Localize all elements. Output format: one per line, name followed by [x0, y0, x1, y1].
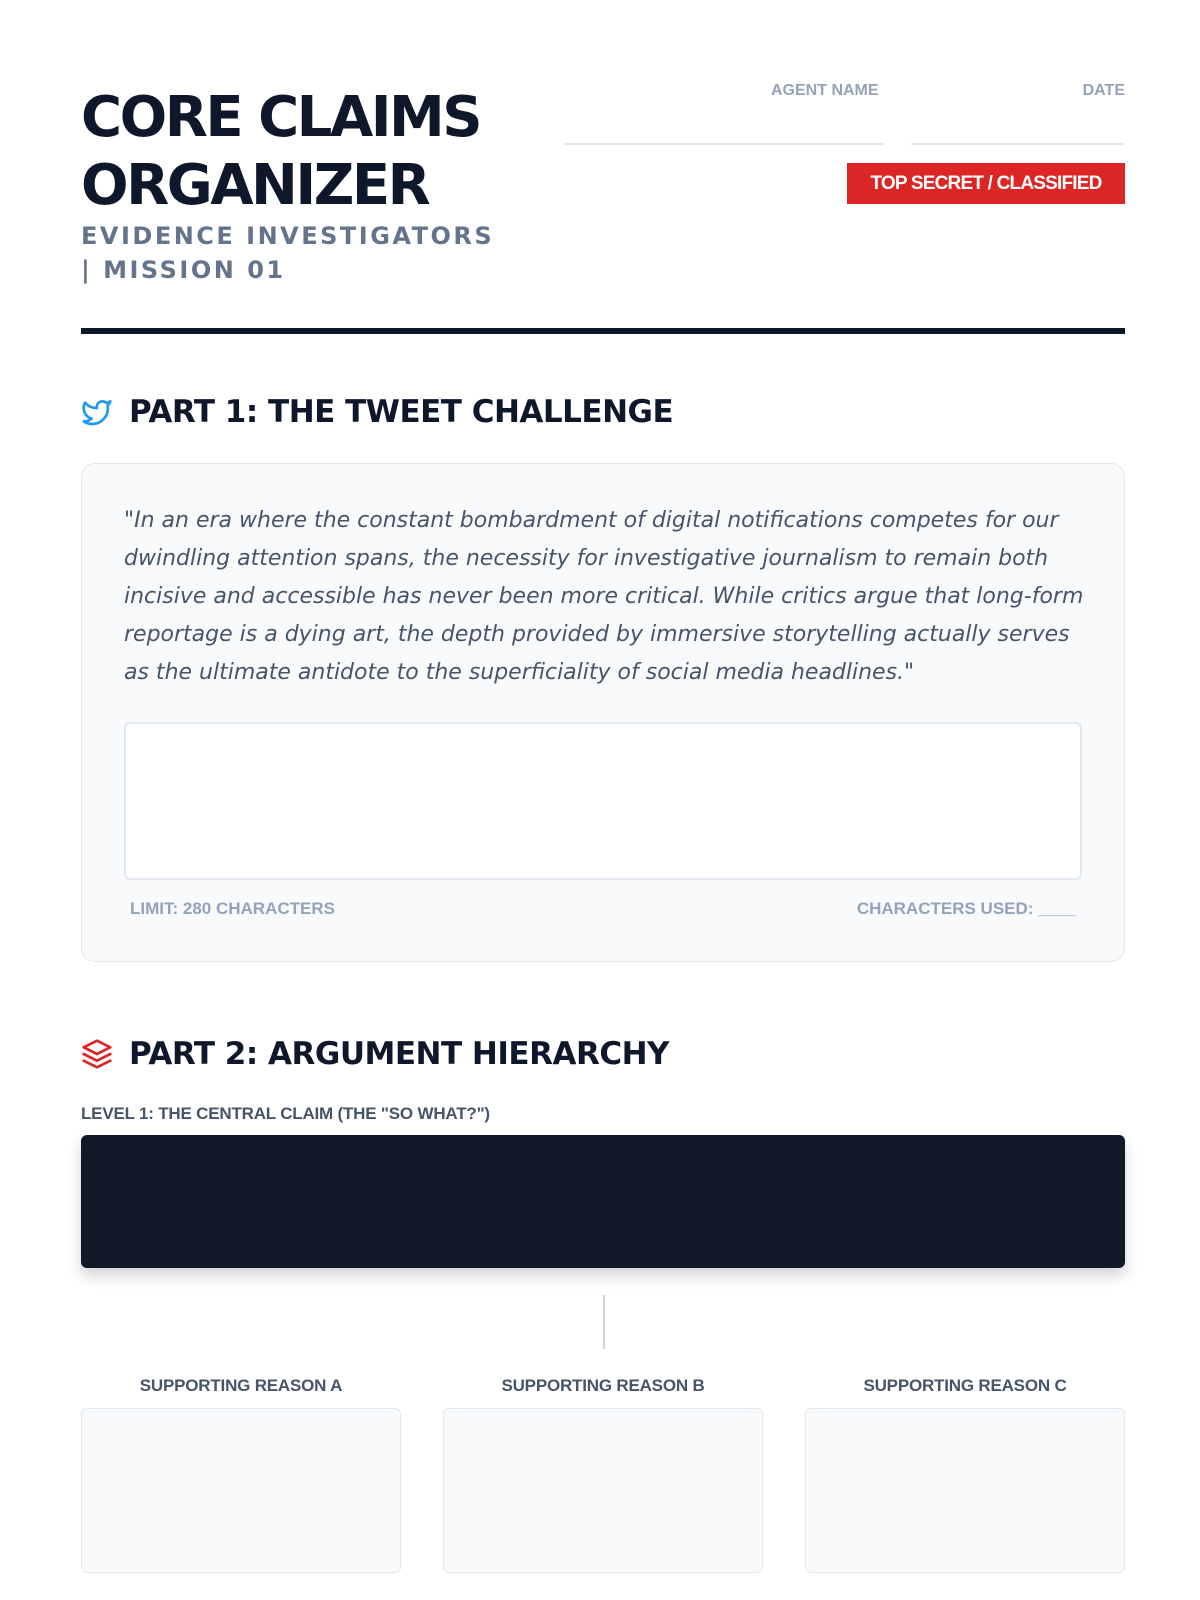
part2-header [81, 1034, 669, 1074]
hierarchy-connector [603, 1295, 605, 1349]
part2-heading: PART 2: ARGUMENT HIERARCHY [129, 1036, 669, 1072]
reason-b-box[interactable] [443, 1408, 763, 1573]
twitter-icon [81, 396, 113, 428]
reason-c-box[interactable] [805, 1408, 1125, 1573]
part1-header [81, 392, 673, 432]
central-claim-box[interactable] [81, 1135, 1125, 1268]
character-limit-label: LIMIT: 280 CHARACTERS [130, 899, 335, 918]
agent-name-label: AGENT NAME [771, 82, 879, 99]
layers-icon [81, 1038, 113, 1070]
classification-badge: TOP SECRET / CLASSIFIED [847, 163, 1125, 204]
header-divider [81, 328, 1125, 334]
part1-heading: PART 1: THE TWEET CHALLENGE [129, 394, 674, 430]
date-label: DATE [1082, 82, 1125, 99]
characters-used-label: CHARACTERS USED: ____ [856, 899, 1076, 918]
central-claim-label: LEVEL 1: THE CENTRAL CLAIM (THE "SO WHAT?") [81, 1104, 490, 1123]
reason-b-label: SUPPORTING REASON B [501, 1376, 705, 1395]
page-subtitle: EVIDENCE INVESTIGATORS | MISSION 01 [81, 222, 495, 284]
agent-name-field[interactable] [563, 143, 884, 145]
reason-c-label: SUPPORTING REASON C [863, 1376, 1067, 1395]
tweet-input[interactable] [124, 722, 1082, 880]
reason-a-box[interactable] [81, 1408, 401, 1573]
reason-a-label: SUPPORTING REASON A [139, 1376, 343, 1395]
tweet-challenge-card [81, 463, 1125, 962]
page-title: CORE CLAIMS ORGANIZER [81, 85, 481, 218]
date-field[interactable] [911, 143, 1125, 145]
source-quote: "In an era where the constant bombardment of digital notifications competes for our dwindling attention spans, the necessity for investigative journalism to remain both incisive and accessible has never been more critical. While critics argue that long-form reportage is a dying art, the depth provided by immersive storytelling actually serves as the ultimate antidote to the superficiality of social media headlines." [124, 508, 1084, 685]
